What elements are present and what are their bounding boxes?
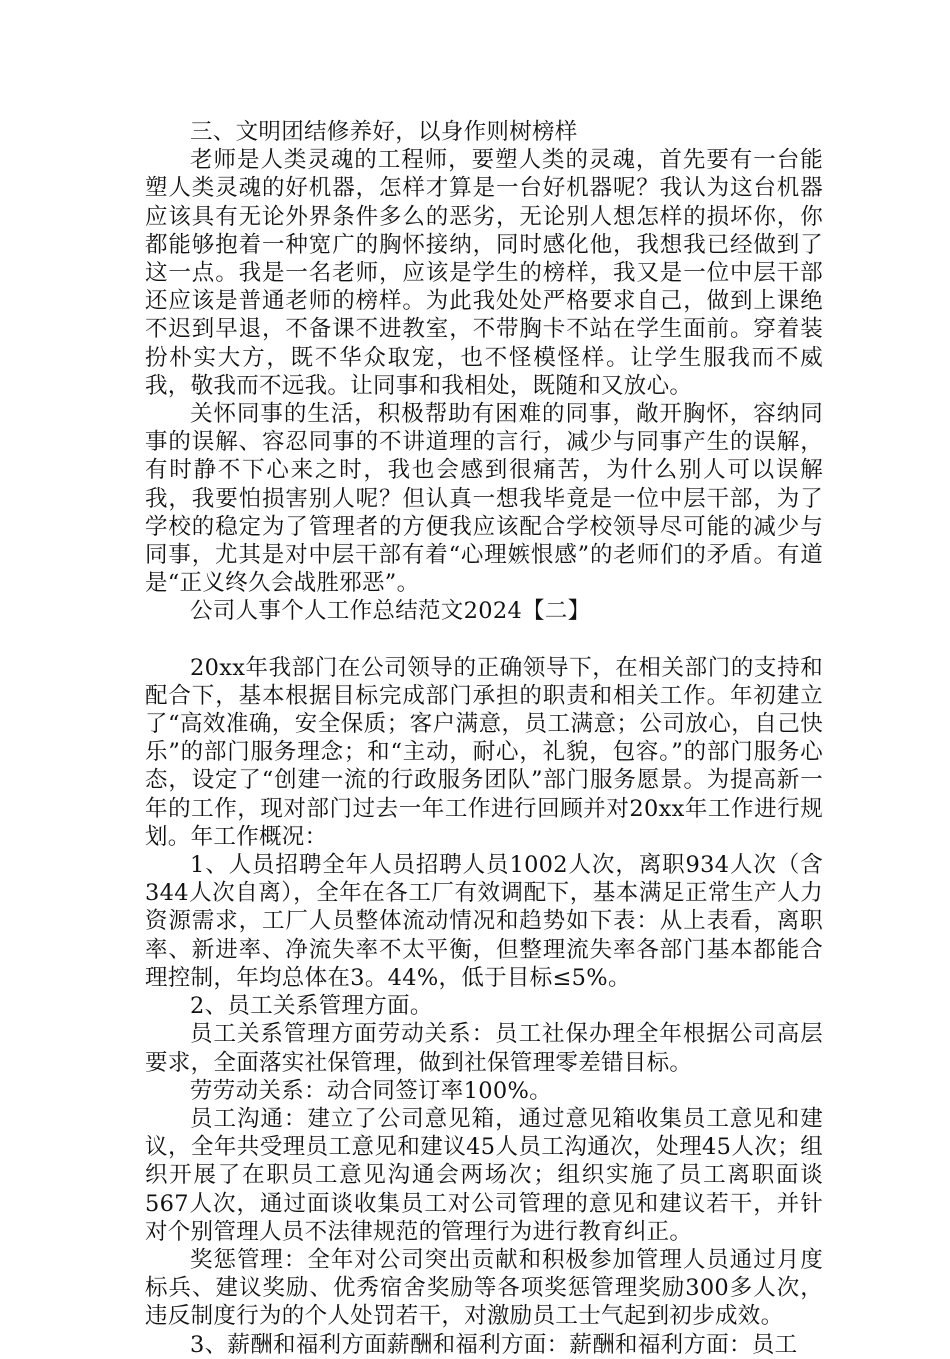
article-title: 公司人事个人工作总结范文2024【二】 — [190, 598, 591, 625]
body-paragraph: 劳劳动关系：动合同签订率100%。 — [190, 1077, 552, 1104]
body-paragraph: 1、人员招聘全年人员招聘人员1002人次，离职934人次（含344人次自离），全年在各工厂有效调配下，基本满足正常生产人力资源需求，工厂人员整体流动情况和趋势如下表：从上表看，离职率、新进率、净流失率不太平衡，但整理流失率各部门基本都能合理控制，年均总体在3。44%，低于目标≤5%。 — [145, 852, 823, 991]
body-paragraph: 3、薪酬和福利方面薪酬和福利方面：薪酬和福利方面：员工 — [190, 1331, 798, 1358]
body-paragraph: 奖惩管理：全年对公司突出贡献和积极参加管理人员通过月度标兵、建议奖励、优秀宿舍奖励等各项奖惩管理奖励300多人次，违反制度行为的个人处罚若干，对激励员工士气起到初步成效。 — [145, 1246, 823, 1330]
document-page — [145, 118, 823, 1359]
section-heading: 三、文明团结修养好，以身作则树榜样 — [190, 119, 578, 145]
section-heading: 2、员工关系管理方面。 — [190, 993, 433, 1020]
body-paragraph: 员工沟通：建立了公司意见箱，通过意见箱收集员工意见和建议，全年共受理员工意见和建议45人员工沟通次，处理45人次；组织开展了在职员工意见沟通会两场次；组织实施了员工离职面谈567人次，通过面谈收集员工对公司管理的意见和建议若干，并针对个别管理人员不法律规范的管理行为进行教育纠正。 — [145, 1105, 823, 1245]
body-paragraph: 20xx年我部门在公司领导的正确领导下，在相关部门的支持和配合下，基本根据目标完成部门承担的职责和相关工作。年初建立了“高效准确，安全保质；客户满意，员工满意；公司放心，自己快乐”的部门服务理念；和“主动，耐心，礼貌，包容。”的部门服务心态，设定了“创建一流的行政服务团队”部门服务愿景。为提高新一年的工作，现对部门过去一年工作进行回顾并对20xx年工作进行规划。年工作概况： — [145, 654, 823, 850]
body-paragraph: 员工关系管理方面劳动关系：员工社保办理全年根据公司高层要求，全面落实社保管理，做到社保管理零差错目标。 — [145, 1021, 823, 1076]
body-paragraph: 关怀同事的生活，积极帮助有困难的同事，敞开胸怀，容纳同事的误解、容忍同事的不讲道理的言行，减少与同事产生的误解，有时静不下心来之时，我也会感到很痛苦，为什么别人可以误解我，我要怕损害别人呢？但认真一想我毕竟是一位中层干部，为了学校的稳定为了管理者的方便我应该配合学校领导尽可能的减少与同事，尤其是对中层干部有着“心理嫉恨感”的老师们的矛盾。有道是“正义终久会战胜邪恶”。 — [145, 401, 823, 597]
body-paragraph: 老师是人类灵魂的工程师，要塑人类的灵魂，首先要有一台能塑人类灵魂的好机器，怎样才算是一台好机器呢？我认为这台机器应该具有无论外界条件多么的恶劣，无论别人想怎样的损坏你，你都能够抱着一种宽广的胸怀接纳，同时感化他，我想我已经做到了这一点。我是一名老师，应该是学生的榜样，我又是一位中层干部还应该是普通老师的榜样。为此我处处严格要求自己，做到上课绝不迟到早退，不备课不进教室，不带胸卡不站在学生面前。穿着装扮朴实大方，既不华众取宠，也不怪模怪样。让学生服我而不威我，敬我而不远我。让同事和我相处，既随和又放心。 — [145, 147, 823, 399]
blank-line — [145, 626, 823, 654]
